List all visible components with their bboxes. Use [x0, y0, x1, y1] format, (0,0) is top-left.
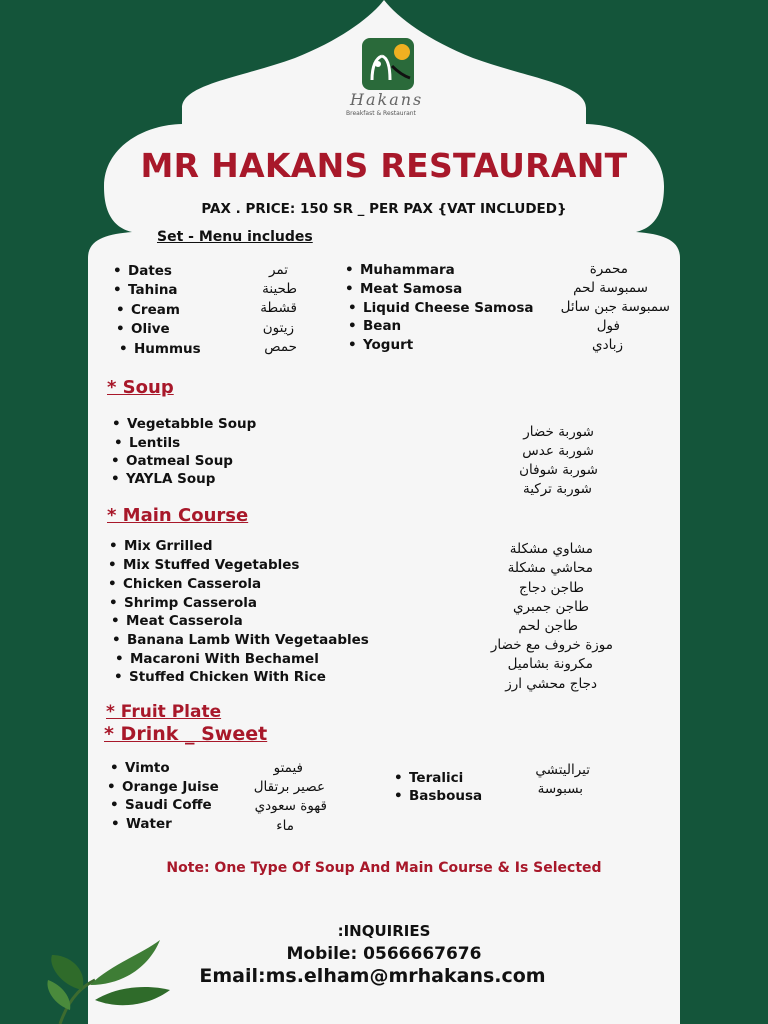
- list-item-ar: شوربة تركية: [522, 481, 592, 497]
- list-item: • Mix Grrilled: [124, 538, 213, 554]
- list-item-ar: مشاوي مشكلة: [509, 541, 593, 557]
- list-item: • Saudi Coffe: [125, 797, 212, 813]
- set-menu-heading: Set - Menu includes: [157, 229, 313, 245]
- list-item: • YAYLA Soup: [126, 471, 215, 487]
- fruit-plate-heading: * Fruit Plate: [106, 702, 222, 722]
- list-item: • Olive: [131, 321, 170, 337]
- list-item-ar: تيراليتشي: [535, 762, 590, 778]
- list-item-ar: شوربة عدس: [522, 443, 594, 459]
- list-item-ar: زبادي: [592, 337, 623, 353]
- list-item: • Stuffed Chicken With Rice: [129, 669, 326, 685]
- list-item: • Basbousa: [409, 788, 482, 804]
- list-item-ar: شوربة خضار: [523, 424, 594, 440]
- list-item: • Meat Casserola: [126, 613, 243, 629]
- pax-price: PAX . PRICE: 150 SR _ PER PAX {VAT INCLUDED}: [201, 201, 567, 217]
- list-item: • Orange Juise: [122, 779, 219, 795]
- list-item-ar: تمر: [268, 262, 288, 278]
- list-item-ar: مكرونة بشاميل: [507, 656, 593, 672]
- list-item: • Mix Stuffed Vegetables: [123, 557, 299, 573]
- list-item: • Dates: [128, 263, 172, 279]
- list-item: • Oatmeal Soup: [126, 453, 233, 469]
- list-item: • Macaroni With Bechamel: [130, 651, 319, 667]
- list-item-ar: محاشي مشكلة: [507, 560, 593, 576]
- logo-tagline: Breakfast & Restaurant: [346, 110, 416, 117]
- email-address[interactable]: Email:ms.elham@mrhakans.com: [199, 965, 546, 987]
- list-item-ar: ماء: [276, 818, 294, 834]
- list-item: • Water: [126, 816, 172, 832]
- list-item-ar: سمبوسة جبن سائل: [560, 299, 670, 315]
- list-item: • Vimto: [125, 760, 170, 776]
- list-item-ar: طاجن جمبري: [512, 599, 589, 615]
- list-item-ar: عصير برتقال: [253, 779, 325, 795]
- logo-name: Hakans: [350, 90, 424, 109]
- list-item: • Yogurt: [363, 337, 413, 353]
- list-item: • Lentils: [129, 435, 180, 451]
- page-title: MR HAKANS RESTAURANT: [140, 146, 628, 185]
- main-course-heading: * Main Course: [107, 505, 249, 526]
- drink-sweet-heading: * Drink _ Sweet: [104, 723, 268, 745]
- list-item-ar: بسبوسة: [537, 781, 583, 797]
- list-item-ar: قشطة: [260, 300, 297, 316]
- list-item-ar: موزة خروف مع خضار: [490, 637, 613, 653]
- list-item: • Hummus: [134, 341, 201, 357]
- restaurant-logo: [340, 36, 432, 126]
- list-item: • Banana Lamb With Vegetaables: [127, 632, 369, 648]
- selection-note: Note: One Type Of Soup And Main Course & Is Selected: [166, 860, 602, 876]
- mobile-number[interactable]: Mobile: 0566667676: [286, 944, 482, 964]
- list-item-ar: سمبوسة لحم: [573, 280, 648, 296]
- list-item: • Chicken Casserola: [123, 576, 261, 592]
- list-item-ar: حمص: [264, 339, 297, 355]
- list-item-ar: قهوة سعودي: [254, 798, 327, 814]
- list-item: • Vegetabble Soup: [127, 416, 256, 432]
- list-item-ar: فيمتو: [273, 760, 303, 776]
- list-item: • Liquid Cheese Samosa: [363, 300, 534, 316]
- list-item-ar: طاجن لحم: [518, 618, 578, 634]
- inquiries-label: :INQUIRIES: [337, 922, 431, 940]
- soup-heading: * Soup: [107, 377, 174, 398]
- list-item: • Bean: [363, 318, 401, 334]
- list-item-ar: طحينة: [262, 281, 297, 297]
- list-item-ar: طاجن دجاج: [519, 580, 584, 596]
- list-item: • Shrimp Casserola: [124, 595, 257, 611]
- list-item: • Tahina: [128, 282, 178, 298]
- list-item-ar: فول: [596, 318, 620, 334]
- list-item-ar: شوربة شوفان: [519, 462, 598, 478]
- list-item: • Teralici: [409, 770, 463, 786]
- list-item: • Meat Samosa: [360, 281, 462, 297]
- list-item-ar: زيتون: [262, 320, 294, 336]
- list-item: • Muhammara: [360, 262, 455, 278]
- list-item-ar: محمرة: [589, 261, 628, 277]
- list-item-ar: دجاج محشي ارز: [505, 676, 597, 692]
- list-item: • Cream: [131, 302, 180, 318]
